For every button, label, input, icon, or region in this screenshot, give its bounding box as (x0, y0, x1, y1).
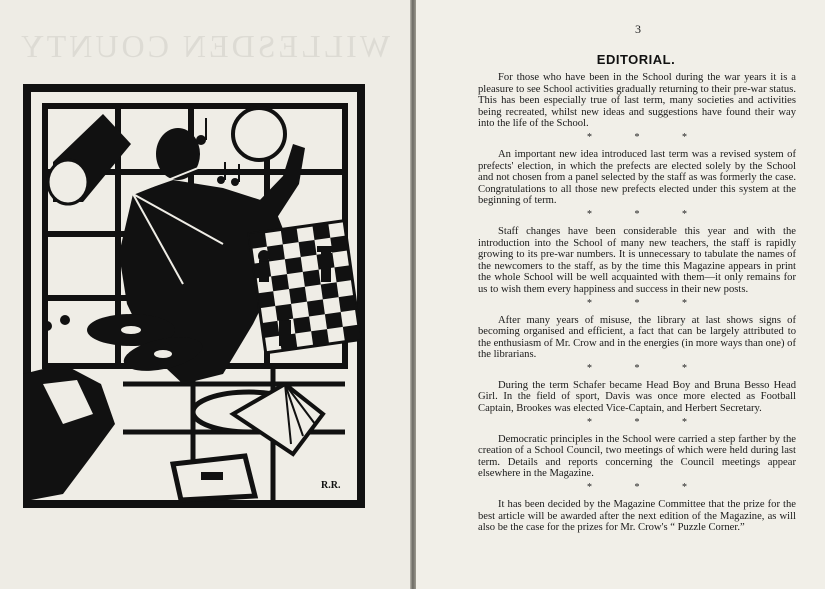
woodcut-illustration (23, 84, 365, 508)
section-separator: * * * (587, 131, 687, 143)
artist-signature: R.R. (321, 480, 341, 491)
section-separator: * * * (587, 297, 687, 309)
illustration-artwork (23, 84, 365, 508)
paragraph-prefects: An important new idea introduced last term was a revised system of prefects' election, in which the prefects are elected solely by the School and not chosen from a panel selected by the staff as was formerly the case. Congratulations to all those new prefects elected under this system at the beginning of term. (478, 148, 796, 207)
page-number: 3 (635, 22, 641, 36)
paragraph-school-council: Democratic principles in the School were carried a step farther by the creation of a School Council, two meetings of which were held during last term. Details and reports concerning the Council meetings appear elsewhere in the Magazine. (478, 433, 796, 480)
left-page (0, 0, 410, 589)
editorial-title: EDITORIAL. (596, 52, 676, 67)
paragraph-head-boy-girl: During the term Schafer became Head Boy and Bruna Besso Head Girl. In the field of sport, Davis was once more elected as Football Captain, Brookes was elected Vice-Captain, and Herbert Secretary. (478, 379, 796, 415)
section-separator: * * * (587, 416, 687, 428)
section-separator: * * * (587, 362, 687, 374)
section-separator: * * * (587, 208, 687, 220)
editorial-article (478, 72, 796, 534)
show-through-text: WILLESDEN COUNTY (17, 28, 390, 64)
paragraph-magazine-prize: It has been decided by the Magazine Committee that the prize for the best article will be awarded after the next edition of the Magazine, as will also be the case for the prizes for Mr. Crow's “ Puzzle Corner.” (478, 499, 796, 534)
paragraph-staff: Staff changes have been considerable this year and with the introduction into the School of many new teachers, the staff is rapidly growing to its pre-war numbers. It is unnecessary to tabulate the names of the newcomers to the staff, as by the time this Magazine appears in print the whole School will be well acquainted with them—it only remains for us to wish them every happiness and success in their new posts. (478, 225, 796, 295)
section-separator: * * * (587, 482, 687, 494)
paragraph-library: After many years of misuse, the library at last shows signs of becoming organised and efficient, a fact that can be largely attributed to the enthusiasm of Mr. Crow and in the energies (in more ways than one) of the librarians. (478, 314, 796, 361)
paragraph-war-years: For those who have been in the School during the war years it is a pleasure to see School activities gradually returning to their pre-war status. This has been especially true of last term, many societies and activities being recreated, whilst new ideas and suggestions have found their way into the life of the School. (478, 72, 796, 130)
